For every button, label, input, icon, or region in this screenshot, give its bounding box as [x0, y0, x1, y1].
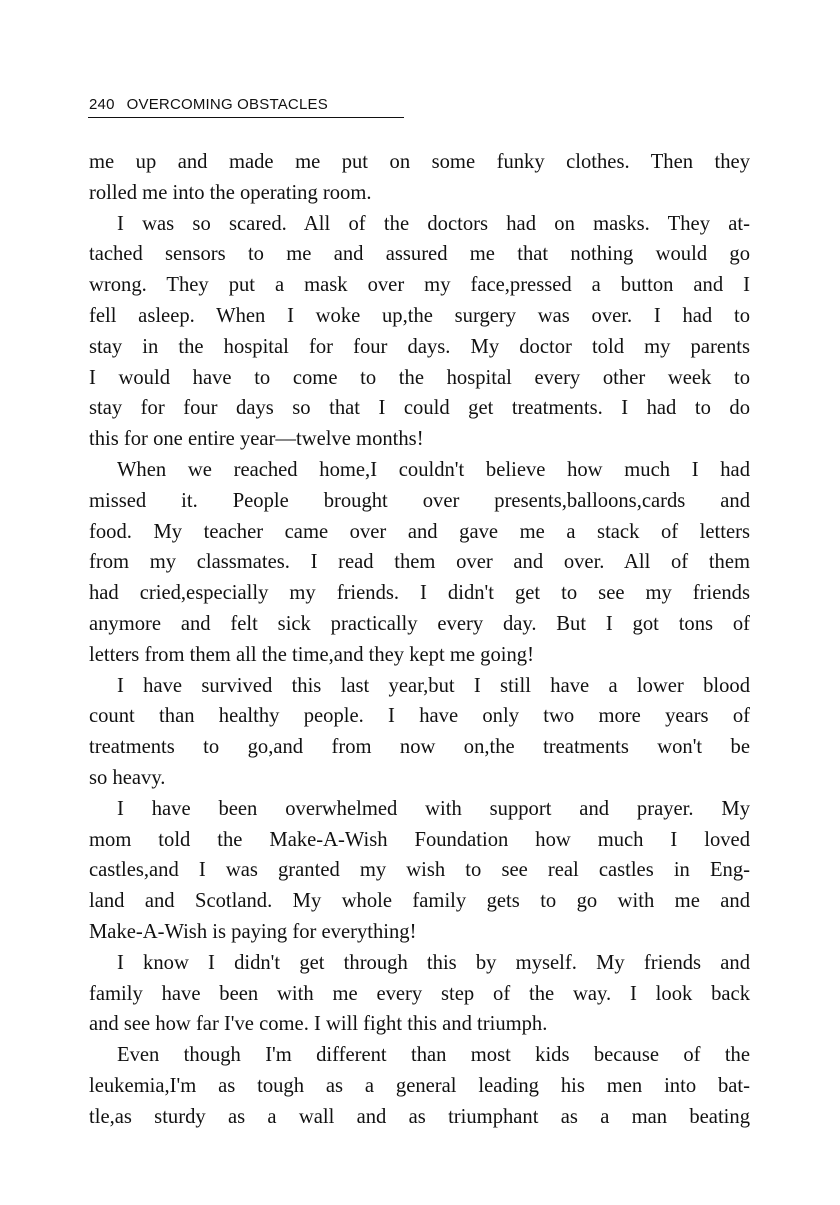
page-number: 240	[89, 96, 115, 113]
text-line: castles,and I was granted my wish to see real castles in Eng-	[89, 859, 750, 882]
paragraph	[89, 671, 750, 794]
text-line: treatments to go,and from now on,the treatments won't be	[89, 736, 750, 759]
text-line: from my classmates. I read them over and over. All of them	[89, 551, 750, 574]
text-line: count than healthy people. I have only two more years of	[89, 705, 750, 728]
text-line: I know I didn't get through this by myself. My friends and	[117, 951, 750, 974]
text-line: tle,as sturdy as a wall and as triumphant as a man beating	[89, 1105, 750, 1128]
paragraph	[89, 794, 750, 948]
paragraph	[89, 1040, 750, 1132]
paragraph	[89, 455, 750, 671]
paragraph	[89, 948, 750, 1040]
text-line: wrong. They put a mask over my face,pressed a button and I	[89, 274, 750, 297]
text-line: stay in the hospital for four days. My doctor told my parents	[89, 335, 750, 358]
text-line: I have been overwhelmed with support and prayer. My	[117, 797, 750, 820]
text-line: anymore and felt sick practically every day. But I got tons of	[89, 612, 750, 635]
text-line: so heavy.	[89, 766, 166, 789]
text-line: When we reached home,I couldn't believe how much I had	[117, 458, 750, 481]
running-title: OVERCOMING OBSTACLES	[126, 96, 328, 113]
paragraph	[89, 147, 750, 209]
text-line: and see how far I've come. I will fight this and triumph.	[89, 1013, 548, 1036]
text-line: I would have to come to the hospital every other week to	[89, 366, 750, 389]
body-text	[89, 147, 750, 1133]
text-line: rolled me into the operating room.	[89, 181, 372, 204]
text-line: food. My teacher came over and gave me a stack of letters	[89, 520, 750, 543]
text-line: letters from them all the time,and they kept me going!	[89, 643, 534, 666]
text-line: tached sensors to me and assured me that nothing would go	[89, 243, 750, 266]
text-line: me up and made me put on some funky clothes. Then they	[89, 151, 750, 173]
text-line: missed it. People brought over presents,balloons,cards and	[89, 489, 750, 512]
text-line: family have been with me every step of the way. I look back	[89, 982, 750, 1005]
text-line: I have survived this last year,but I still have a lower blood	[117, 674, 750, 697]
header-rule	[88, 117, 404, 118]
text-line: Make-A-Wish is paying for everything!	[89, 920, 417, 943]
text-line: mom told the Make-A-Wish Foundation how much I loved	[89, 828, 750, 851]
text-line: this for one entire year—twelve months!	[89, 428, 424, 451]
text-line: leukemia,I'm as tough as a general leading his men into bat-	[89, 1074, 750, 1097]
text-line: land and Scotland. My whole family gets to go with me and	[89, 890, 750, 913]
text-line: Even though I'm different than most kids because of the	[117, 1044, 750, 1067]
paragraph	[89, 209, 750, 455]
running-header	[89, 96, 328, 113]
text-line: stay for four days so that I could get treatments. I had to do	[89, 397, 750, 420]
text-line: fell asleep. When I woke up,the surgery was over. I had to	[89, 304, 750, 327]
text-line: I was so scared. All of the doctors had on masks. They at-	[117, 212, 750, 235]
text-line: had cried,especially my friends. I didn't get to see my friends	[89, 582, 750, 605]
